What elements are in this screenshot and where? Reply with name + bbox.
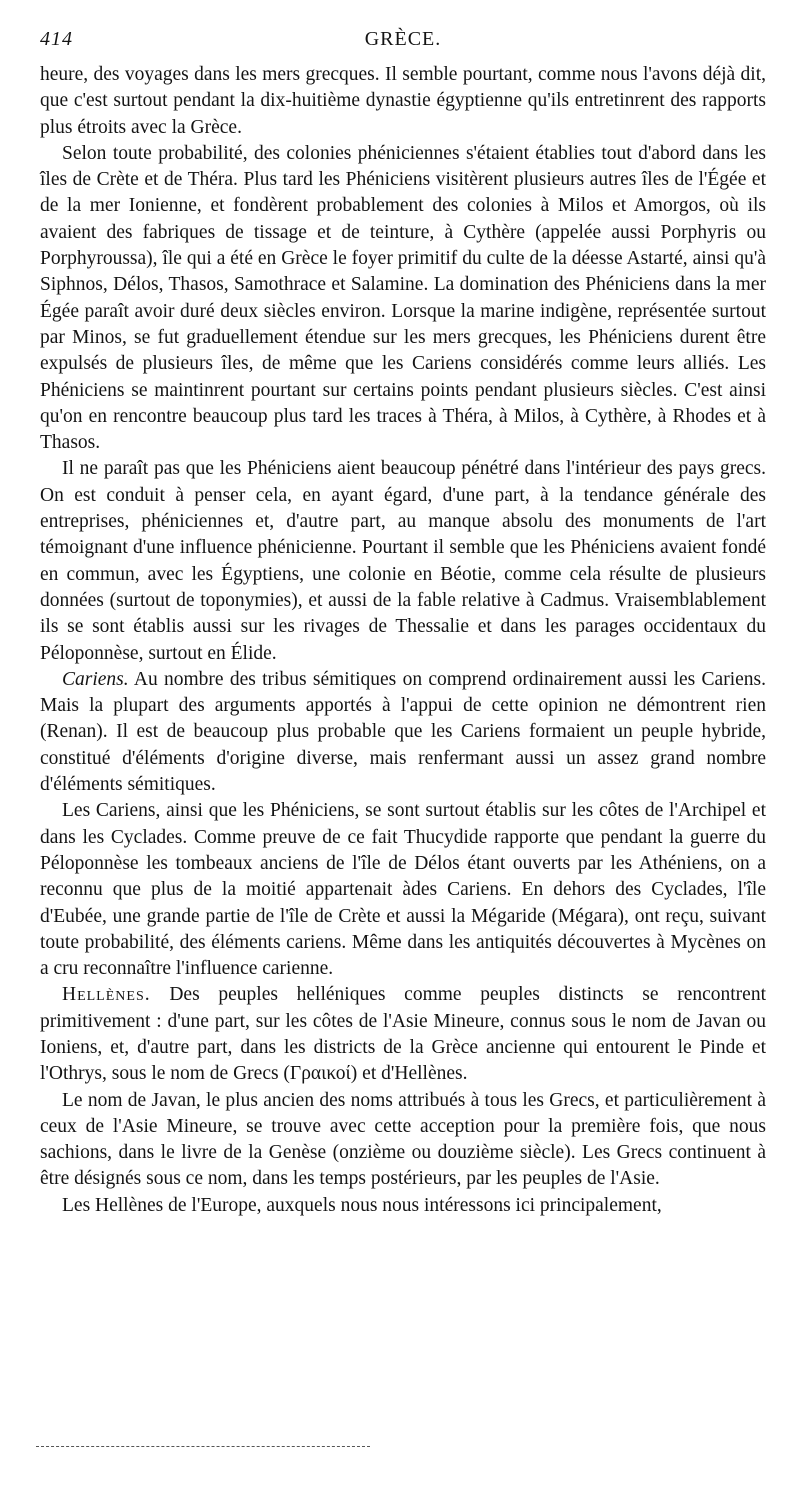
footer-divider xyxy=(36,1446,370,1447)
paragraph-text: Des peuples helléniques comme peuples distincts se rencontrent primitivement : d'une part, sur les côtes de l'Asie Mineure, connus sous le nom de Javan ou Ioniens, et, d'autre part, dans les districts de la Grèce ancienne qui entourent le Pinde et l'Othrys, sous le nom de Grecs (Γραικοί) et d'Hellènes. xyxy=(40,984,766,1085)
body-text xyxy=(40,62,766,1219)
paragraph-phoenician-colonies xyxy=(40,141,766,457)
paragraph-javan xyxy=(40,1088,766,1193)
paragraph-text: Le nom de Javan, le plus ancien des noms attribués à tous les Grecs, et particulièrement à ceux de l'Asie Mineure, se trouve avec cette acception pour la première fois, que nous sachions, dans le livre de la Genèse (onzième ou douzième siècle). Les Grecs continuent à être désignés sous ce nom, dans les temps postérieurs, par les peuples de l'Asie. xyxy=(40,1089,766,1190)
paragraph-text: Les Hellènes de l'Europe, auxquels nous nous intéressons ici principalement, xyxy=(62,1194,662,1216)
page-number: 414 xyxy=(40,28,73,50)
book-page xyxy=(40,28,766,1219)
paragraph-text: Il ne paraît pas que les Phéniciens aient beaucoup pénétré dans l'intérieur des pays grecs. On est conduit à penser cela, en ayant égard, d'une part, à la tendance générale des entreprises, phéniciennes et, d'autre part, au manque absolu des monuments de l'art témoignant d'une influence phénicienne. Pourtant il semble que les Phéniciens avaient fondé en commun, avec les Égyptiens, une colonie en Béotie, comme cela résulte de plusieurs données (surtout de toponymies), et aussi de la fable relative à Cadmus. Vraisemblablement ils se sont établis aussi sur les rivages de Thessalie et dans les parages occidentaux du Péloponnèse, surtout en Élide. xyxy=(40,458,766,664)
paragraph-cariens-settlement xyxy=(40,798,766,982)
paragraph-text: Les Cariens, ainsi que les Phéniciens, se sont surtout établis sur les côtes de l'Archipel et dans les Cyclades. Comme preuve de ce fait Thucydide rapporte que pendant la guerre du Péloponnèse les tombeaux anciens de l'île de Délos étant ouverts par les Athéniens, on a reconnu que plus de la moitié appartenait àdes Cariens. En dehors des Cyclades, l'île d'Eubée, une grande partie de l'île de Crète et aussi la Mégaride (Mégara), ont reçu, suivant toute probabilité, des éléments cariens. Même dans les antiquités découvertes à Mycènes on a cru reconnaître l'influence carienne. xyxy=(40,800,766,980)
paragraph-phoenician-interior xyxy=(40,456,766,666)
paragraph-text: heure, des voyages dans les mers grecques. Il semble pourtant, comme nous l'avons déjà dit, que c'est surtout pendant la dix-huitième dynastie égyptienne qu'ils entretinrent des rapports plus étroits avec la Grèce. xyxy=(40,64,766,138)
run-in-heading: Hellènes. xyxy=(62,984,151,1006)
running-head xyxy=(40,28,766,62)
paragraph-text: Au nombre des tribus sémitiques on comprend ordinairement aussi les Cariens. Mais la plupart des arguments apportés à l'appui de cette opinion ne démontrent rien (Renan). Il est de beaucoup plus probable que les Cariens formaient un peuple hybride, constitué d'éléments d'origine diverse, mais renfermant aussi un assez grand nombre d'éléments sémitiques. xyxy=(40,668,766,796)
run-in-heading: Cariens. xyxy=(62,668,129,690)
paragraph-hellenes xyxy=(40,982,766,1087)
paragraph-continued xyxy=(40,62,766,141)
paragraph-text: Selon toute probabilité, des colonies phéniciennes s'étaient établies tout d'abord dans les îles de Crète et de Théra. Plus tard les Phéniciens visitèrent plusieurs autres îles de l'Égée et de la mer Ionienne, et fondèrent probablement des colonies à Milos et Amorgos, où ils avaient des fabriques de tissage et de teinture, à Cythère (appelée aussi Porphyris ou Porphyroussa), île qui a été en Grèce le foyer primitif du culte de la déesse Astarté, ainsi qu'à Siphnos, Délos, Thasos, Samothrace et Salamine. La domination des Phéniciens dans la mer Égée paraît avoir duré deux siècles environ. Lorsque la marine indigène, représentée surtout par Minos, se fut graduellement étendue sur les mers grecques, les Phéniciens durent être expulsés de plusieurs îles, de même que les Cariens considérés comme leurs alliés. Les Phéniciens se maintinrent pourtant sur certains points pendant plusieurs siècles. C'est ainsi qu'on en rencontre beaucoup plus tard les traces à Théra, à Milos, à Cythère, à Rhodes et à Thasos. xyxy=(40,142,766,454)
paragraph-cariens xyxy=(40,667,766,798)
running-title: GRÈCE. xyxy=(364,28,442,50)
paragraph-hellenes-europe xyxy=(40,1193,766,1219)
